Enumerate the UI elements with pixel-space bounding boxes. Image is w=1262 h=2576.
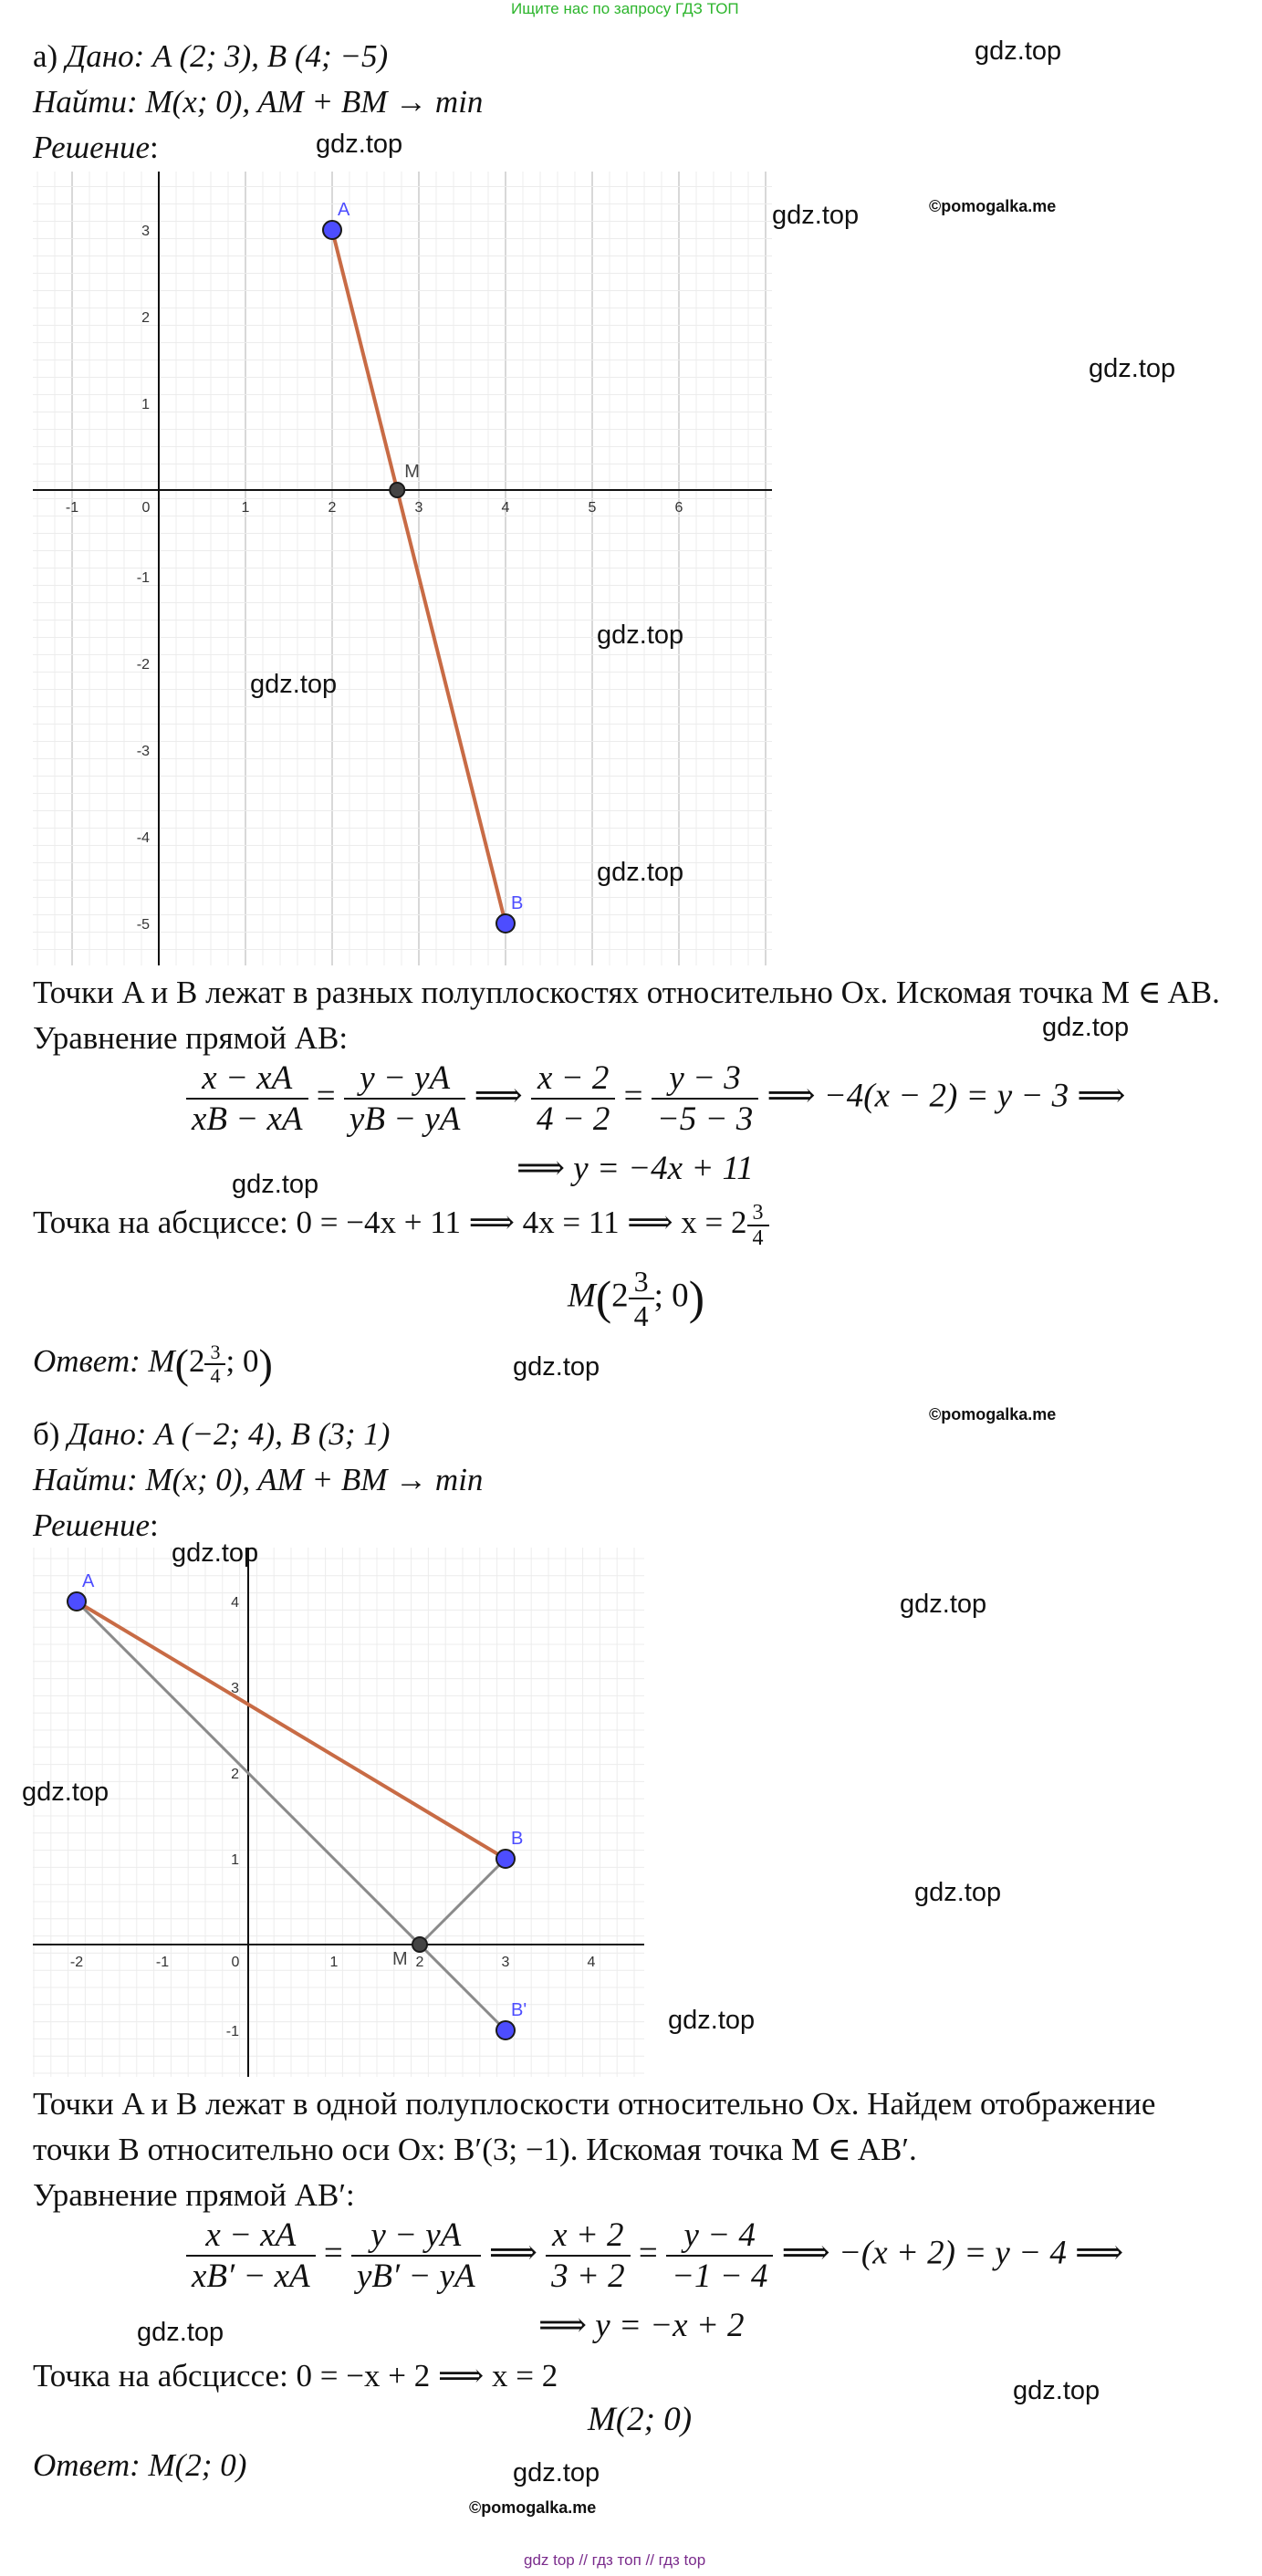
watermark: gdz.top — [172, 1538, 259, 1568]
part-b-paragraph-2: точки B относительно оси Ox: B′(3; −1). Искомая точка M ∈ AB′. — [33, 2132, 917, 2167]
y-tick-label: 1 — [231, 1852, 239, 1868]
watermark: gdz.top — [914, 1878, 1002, 1907]
watermark: gdz.top — [1042, 1013, 1130, 1042]
part-b-equation-line2: ⟹ y = −x + 2 — [538, 2307, 745, 2344]
graph-a — [33, 172, 772, 965]
copyright-mark: ©pomogalka.me — [929, 197, 1057, 215]
part-b-point-m: M(2; 0) — [588, 2401, 693, 2438]
abscissa-fraction: $\frac{3}{4}$ — [747, 1201, 769, 1250]
frac-3: $\frac{x - 2}{4 - 2}$ — [531, 1059, 615, 1139]
part-b-line-eq-label: Уравнение прямой AB′: — [33, 2177, 355, 2213]
x-tick-label: 3 — [501, 1955, 510, 1970]
solution-label: Решение — [33, 1507, 151, 1543]
given-values: : A (−2; 4), B (3; 1) — [135, 1416, 391, 1452]
given-values: : A (2; 3), B (4; −5) — [133, 38, 389, 74]
x-tick-label: 0 — [141, 500, 151, 516]
equals-1: = — [323, 2234, 343, 2272]
equation-tail: ⟹ −4(x − 2) = y − 3 ⟹ — [767, 1077, 1126, 1115]
x-tick-label: -2 — [69, 1955, 84, 1970]
point-a — [323, 221, 341, 239]
watermark: gdz.top — [232, 1170, 319, 1199]
equals-2: = — [623, 1077, 643, 1115]
equation-tail: ⟹ −(x + 2) = y − 4 ⟹ — [781, 2234, 1124, 2272]
abscissa-text: Точка на абсциссе: 0 = −4x + 11 ⟹ 4x = 11 ⟹ x = 2 — [33, 1205, 747, 1241]
point-a — [68, 1592, 86, 1611]
y-tick-label: 2 — [141, 310, 150, 326]
part-a-abscissa — [33, 1201, 769, 1250]
watermark: gdz.top — [316, 130, 403, 159]
y-tick-label: -5 — [136, 917, 150, 933]
watermark: gdz.top — [22, 1778, 110, 1807]
solution-colon: : — [150, 1507, 159, 1543]
y-tick-label: -4 — [136, 830, 150, 846]
answer-values: : M(2; 0) — [130, 2447, 247, 2483]
solution-colon: : — [150, 130, 159, 165]
y-tick-label: -1 — [225, 2024, 239, 2039]
frac-4: $\frac{y - 4}{-1 - 4}$ — [666, 2216, 773, 2296]
point-m — [390, 483, 404, 497]
point-m — [412, 1937, 427, 1952]
copyright-mark: ©pomogalka.me — [469, 2498, 597, 2517]
y-tick-label: 3 — [231, 1681, 239, 1696]
watermark: gdz.top — [137, 2318, 224, 2347]
find-label: Найти — [33, 84, 128, 120]
part-a-equation-line2: ⟹ y = −4x + 11 — [516, 1150, 754, 1187]
x-tick-label: 1 — [329, 1955, 339, 1970]
part-a-line-eq-label: Уравнение прямой AB: — [33, 1020, 349, 1056]
point-label-b: B — [511, 893, 524, 913]
point-b — [496, 914, 515, 933]
find-values: : M(x; 0), AM + BM → min — [127, 1462, 484, 1497]
watermark: gdz.top — [250, 670, 338, 699]
y-tick-label: -1 — [136, 570, 150, 586]
part-a-equation — [186, 1059, 1125, 1139]
watermark: gdz.top — [597, 621, 684, 650]
part-a-point-m: M(2 $\frac{3}{4}$ ; 0) — [568, 1265, 705, 1332]
frac-3: $\frac{x + 2}{3 + 2}$ — [546, 2216, 630, 2296]
part-b-letter: б) — [33, 1416, 68, 1452]
y-tick-label: 1 — [141, 397, 150, 412]
point-label-m: M — [392, 1949, 408, 1969]
x-tick-label: 2 — [328, 500, 337, 516]
find-values: : M(x; 0), AM + BM → min — [127, 84, 484, 120]
y-tick-label: 3 — [141, 224, 150, 239]
y-tick-label: -2 — [136, 657, 150, 673]
point-label-a: A — [338, 200, 350, 220]
part-b-equation — [186, 2216, 1123, 2296]
part-a-letter: а) — [33, 38, 66, 74]
part-a-find — [33, 82, 483, 122]
part-a-answer: Ответ: M(2 $\frac{3}{4}$ ; 0) — [33, 1340, 273, 1387]
watermark: gdz.top — [900, 1590, 987, 1619]
graph-b — [33, 1548, 644, 2077]
frac-1: $\frac{x - xA}{xB - xA}$ — [186, 1059, 308, 1139]
answer-label: Ответ — [33, 2447, 130, 2483]
point-label-m: M — [404, 462, 420, 482]
solution-label: Решение — [33, 130, 151, 165]
given-label: Дано — [68, 1416, 136, 1452]
watermark: gdz.top — [513, 1352, 600, 1382]
search-hint-link[interactable]: Ищите нас по запросу ГДЗ ТОП — [511, 0, 739, 17]
frac-2: $\frac{y - yA}{yB - yA}$ — [344, 1059, 466, 1139]
answer-label: Ответ — [33, 1343, 130, 1380]
x-tick-label: 5 — [588, 500, 597, 516]
point-label-b-prime: B' — [511, 2000, 527, 2020]
x-tick-label: -1 — [65, 500, 79, 516]
x-tick-label: 0 — [231, 1955, 240, 1970]
part-a-solution-label — [33, 128, 159, 168]
watermark: gdz.top — [1013, 2376, 1100, 2405]
watermark: gdz.top — [513, 2458, 600, 2487]
frac-4: $\frac{y - 3}{-5 - 3}$ — [652, 1059, 758, 1139]
frac-1: $\frac{x - xA}{xB' - xA}$ — [186, 2216, 316, 2296]
x-tick-label: -1 — [155, 1955, 170, 1970]
footer-links[interactable]: gdz top // гдз топ // гдз top — [524, 2551, 706, 2569]
y-tick-label: -3 — [136, 744, 150, 759]
given-label: Дано — [65, 38, 134, 74]
watermark: gdz.top — [772, 201, 860, 230]
y-tick-label: 4 — [231, 1595, 239, 1611]
part-b-find — [33, 1460, 483, 1500]
part-a-paragraph: Точки A и B лежат в разных полуплоскостях относительно Ox. Искомая точка M ∈ AB. — [33, 975, 1220, 1010]
part-b-abscissa: Точка на абсциссе: 0 = −x + 2 ⟹ x = 2 — [33, 2358, 558, 2393]
part-a-given — [33, 37, 388, 77]
find-label: Найти — [33, 1462, 128, 1497]
implies-1: ⟹ — [474, 1077, 523, 1115]
point-b — [496, 1850, 515, 1868]
watermark: gdz.top — [668, 2006, 756, 2035]
point-label-b: B — [511, 1829, 524, 1849]
x-tick-label: 6 — [674, 500, 683, 516]
copyright-mark: ©pomogalka.me — [929, 1405, 1057, 1424]
implies-1: ⟹ — [488, 2234, 537, 2272]
frac-2: $\frac{y - yA}{yB' - yA}$ — [351, 2216, 481, 2296]
x-tick-label: 2 — [415, 1955, 424, 1970]
watermark: gdz.top — [1089, 354, 1176, 383]
x-tick-label: 1 — [241, 500, 250, 516]
part-b-given — [33, 1414, 390, 1455]
equals-2: = — [638, 2234, 658, 2272]
watermark: gdz.top — [597, 858, 684, 887]
point-label-a: A — [82, 1571, 95, 1591]
point-b-prime — [496, 2021, 515, 2039]
watermark: gdz.top — [975, 37, 1062, 66]
x-tick-label: 3 — [414, 500, 423, 516]
x-tick-label: 4 — [587, 1955, 596, 1970]
y-tick-label: 2 — [231, 1767, 239, 1782]
equals-1: = — [316, 1077, 336, 1115]
part-b-solution-label — [33, 1506, 159, 1546]
part-b-answer — [33, 2446, 246, 2486]
x-tick-label: 4 — [501, 500, 510, 516]
part-b-paragraph-1: Точки A и B лежат в одной полуплоскости относительно Ox. Найдем отображение — [33, 2086, 1156, 2122]
